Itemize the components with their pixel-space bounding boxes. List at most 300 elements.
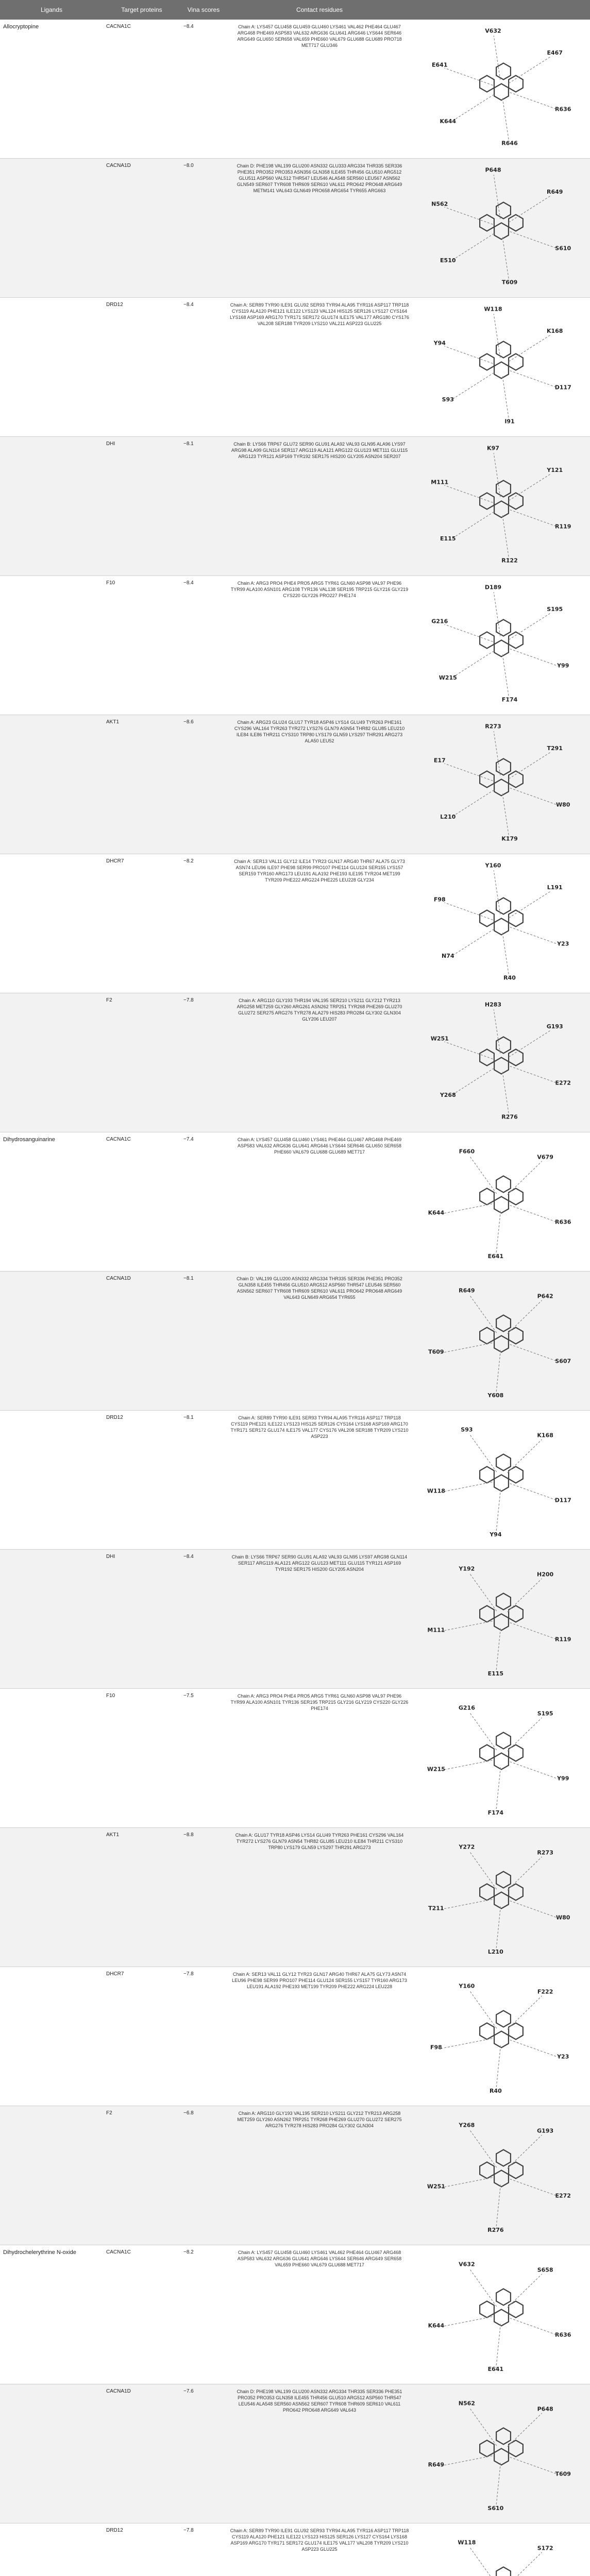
table-row (0, 1411, 590, 1550)
residue-label: G216 (431, 618, 448, 625)
ligand-ring (509, 1328, 523, 1344)
ligand-ring (509, 493, 523, 510)
interaction-line (509, 752, 550, 779)
header-target-proteins: Target proteins (121, 6, 162, 13)
ligand-ring (494, 84, 509, 100)
interaction-line (510, 2458, 558, 2475)
ligand-ring (480, 1467, 494, 1483)
interaction-line (494, 870, 500, 914)
interaction-line (452, 1068, 494, 1095)
table-row (0, 2523, 590, 2576)
target-protein: F2 (106, 2110, 112, 2116)
target-protein: DHI (106, 1554, 115, 1560)
residue-label: V632 (484, 27, 501, 35)
residue-label: T211 (428, 1905, 444, 1912)
interaction-line (469, 2547, 497, 2576)
interaction-diagram (412, 1272, 590, 1410)
ligand-ring (480, 215, 494, 231)
table-row (0, 2245, 590, 2384)
table-row (0, 1132, 590, 1272)
interaction-line (502, 237, 509, 281)
interaction-diagram (412, 2384, 590, 2523)
interaction-line (494, 592, 500, 636)
interaction-line (441, 2039, 492, 2048)
ligand-ring (509, 76, 523, 92)
target-protein: DHCR7 (106, 1971, 124, 1977)
interaction-line (494, 36, 500, 79)
ligand-name (0, 298, 103, 436)
residue-label: W118 (427, 1487, 445, 1495)
ligand-name: Allocryptopine (3, 24, 39, 30)
residue-label: E272 (554, 2192, 571, 2199)
interaction-diagram-svg (416, 164, 586, 292)
ligand-name: Dihydrochelerythrine N-oxide (3, 2249, 76, 2256)
residue-label: M111 (427, 1626, 445, 1634)
residue-label: G216 (458, 1704, 475, 1711)
ligand-ring (496, 2567, 511, 2576)
interaction-diagram-svg (416, 2389, 586, 2518)
vina-score: −8.4 (183, 302, 194, 308)
ligand-ring (496, 1594, 511, 1610)
ligand-ring (496, 342, 511, 358)
interaction-diagram (412, 854, 590, 993)
contact-residues-text: Chain A: GLU17 TYR18 ASP46 LYS14 GLU49 TYR263 PHE161 CYS296 VAL164 TYR272 LYS276 GLN79 ASN54 THR82 GLU85 LEU210 ILE84 THR211 CYS310 TRP80 LYS179 GLN59 LYS297 THR291 ARG273 (235, 1833, 404, 1850)
ligand-ring (509, 2301, 523, 2318)
vina-score: −8.4 (183, 24, 194, 29)
interaction-diagram-svg (416, 1416, 586, 1544)
ligand-name (0, 2523, 103, 2576)
residue-label: W251 (427, 2183, 445, 2190)
interaction-line (496, 2463, 500, 2507)
residue-label: R636 (554, 2331, 571, 2338)
interaction-line (469, 1573, 497, 1611)
table-body (0, 20, 590, 2576)
ligand-ring (480, 1606, 494, 1622)
residue-label: F174 (501, 696, 517, 703)
interaction-line (510, 510, 558, 527)
residue-label: W215 (439, 674, 457, 681)
ligand-ring (496, 1733, 511, 1749)
residue-label: E510 (440, 257, 456, 264)
residue-label: K168 (546, 328, 563, 335)
contact-residues-text: Chain D: VAL199 GLU200 ASN332 ARG334 THR335 SER336 PHE351 PRO352 GLN358 ILE455 THR456 GLU510 ARG512 ASP560 THR547 LEU546 SER560 ASN562 SER607 TYR608 THR609 SER610 VAL611 PRO642 PRO648 ARG649 VAL643 GLN649 ARG654 TYR655 (237, 1276, 402, 1300)
ligand-name (0, 1828, 103, 1967)
residue-label: V679 (536, 1154, 553, 1161)
ligand-name (0, 2384, 103, 2523)
ligand-ring (494, 2171, 509, 2187)
target-protein: CACNA1D (106, 163, 131, 168)
residue-label: E641 (431, 61, 448, 69)
vina-score: −7.8 (183, 1971, 194, 1977)
ligand-ring (494, 1197, 509, 1213)
ligand-name: Dihydrosanguinarine (3, 1137, 55, 1143)
ligand-name (0, 715, 103, 854)
vina-score: −7.5 (183, 1693, 194, 1699)
ligand-ring (480, 1745, 494, 1761)
vina-score: −8.2 (183, 2249, 194, 2255)
interaction-line (494, 314, 500, 358)
residue-label: P648 (484, 166, 501, 174)
interaction-line (494, 731, 500, 775)
target-protein: DRD12 (106, 2528, 123, 2533)
interaction-line (510, 2318, 558, 2335)
interaction-line (510, 1206, 558, 1223)
interaction-line (441, 2317, 492, 2327)
table-row (0, 1689, 590, 1828)
residue-label: V632 (458, 2261, 475, 2268)
residue-label: I91 (504, 418, 515, 425)
interaction-diagram (412, 1411, 590, 1549)
residue-label: R40 (489, 2088, 502, 2095)
ligand-name (0, 159, 103, 297)
residue-label: T609 (501, 279, 517, 286)
ligand-ring (494, 1614, 509, 1631)
ligand-name (0, 2106, 103, 2245)
ligand-ring (509, 771, 523, 788)
interaction-line (502, 98, 509, 142)
ligand-ring (496, 759, 511, 775)
interaction-line (510, 1762, 558, 1779)
ligand-ring (480, 2301, 494, 2318)
residue-label: E272 (554, 1079, 571, 1087)
ligand-ring (480, 1189, 494, 1205)
contact-residues-text: Chain A: SER13 VAL11 GLY12 ILE14 TYR23 GLN17 ARG40 THR67 ALA75 GLY73 ASN74 LEU96 ILE97 PHE98 SER99 PRO107 PHE114 GLU124 SER155 LYS157 SER159 TYR160 ARG173 LEU191 ALA192 PHE193 ILE195 TYR204 MET199 TYR209 PHE222 ARG224 PHE225 LEU228 GLY234 (234, 859, 405, 883)
ligand-ring (494, 2310, 509, 2326)
residue-label: H283 (484, 1001, 501, 1008)
interaction-line (441, 1900, 492, 1909)
interaction-diagram-svg (416, 2529, 586, 2576)
vina-score: −7.8 (183, 2528, 194, 2533)
residue-label: T609 (428, 1348, 444, 1355)
interaction-diagram (412, 1828, 590, 1967)
ligand-ring (494, 1753, 509, 1770)
interaction-diagram-svg (416, 2250, 586, 2379)
interaction-line (496, 1489, 500, 1533)
interaction-diagram-svg (416, 1277, 586, 1405)
residue-label: R273 (536, 1849, 553, 1856)
ligand-ring (496, 481, 511, 497)
interaction-line (510, 788, 558, 805)
interaction-line (469, 2268, 497, 2307)
ligand-name (0, 1272, 103, 1410)
interaction-line (441, 1482, 492, 1492)
interaction-diagram-svg (416, 1972, 586, 2100)
interaction-line (510, 1345, 558, 1362)
residue-label: E17 (433, 757, 446, 764)
interaction-line (496, 1211, 500, 1255)
residue-label: L191 (547, 884, 563, 891)
residue-label: R636 (554, 106, 571, 113)
interaction-line (509, 335, 550, 362)
interaction-line (441, 2456, 492, 2466)
table-row (0, 2106, 590, 2245)
contact-residues-text: Chain A: ARG110 GLY193 THR194 VAL195 SER210 LYS211 GLY212 TYR213 ARG258 MET259 GLY260 ARG261 ASN262 TRP251 TYR268 PHE269 GLU270 GLU272 SER275 ARG276 TYR278 ALA279 HIS283 PRO284 GLY302 GLN304 GLY206 LEU207 (237, 998, 402, 1022)
interaction-diagram-svg (416, 581, 586, 709)
residue-label: W118 (483, 306, 502, 313)
vina-score: −7.6 (183, 2388, 194, 2394)
residue-label: W118 (457, 2539, 476, 2546)
interaction-line (496, 1767, 500, 1811)
interaction-line (452, 94, 494, 121)
table-row (0, 1828, 590, 1967)
residue-label: S610 (487, 2505, 503, 2512)
ligand-ring (480, 2023, 494, 2040)
ligand-ring (480, 771, 494, 788)
target-protein: F2 (106, 997, 112, 1003)
residue-label: F98 (433, 896, 446, 903)
table-row (0, 298, 590, 437)
ligand-ring (496, 1454, 511, 1471)
interaction-diagram (412, 20, 590, 158)
residue-label: R649 (458, 1287, 475, 1294)
contact-residues-text: Chain A: SER13 VAL11 GLY12 TYR23 GLN17 ARG40 THR67 ALA75 GLY73 ASN74 LEU96 PHE98 SER99 PRO107 PHE114 GLU124 SER155 LYS157 TYR160 ARG173 LEU191 ALA192 PHE193 MET199 TYR209 PHE222 ARG224 LEU228 (232, 1972, 407, 1989)
residue-label: E641 (487, 2366, 503, 2373)
vina-score: −7.4 (183, 1137, 194, 1142)
ligand-ring (480, 2441, 494, 2457)
interaction-line (452, 651, 494, 677)
ligand-ring (496, 1872, 511, 1888)
ligand-name (0, 854, 103, 993)
table-row (0, 1550, 590, 1689)
interaction-line (496, 2324, 500, 2368)
residue-label: D117 (554, 1497, 571, 1504)
contact-residues-text: Chain A: LYS457 GLU458 GLU459 GLU460 LYS461 VAL462 PHE464 GLU467 ARG468 PHE469 ASP583 VAL632 ARG636 GLU641 ARG646 LYS644 SER646 ARG649 GLU650 SER658 VAL659 PHE660 VAL679 GLU688 GLU689 PRO718 MET717 GLU346 (237, 24, 402, 48)
table-row (0, 159, 590, 298)
vina-score: −8.1 (183, 1276, 194, 1281)
interaction-line (494, 453, 500, 497)
interaction-line (510, 1901, 558, 1918)
residue-label: K644 (428, 2322, 444, 2329)
interaction-line (510, 2040, 558, 2057)
ligand-ring (494, 1058, 509, 1074)
residue-label: E115 (487, 1670, 503, 1677)
ligand-ring (480, 1884, 494, 1901)
ligand-ring (496, 620, 511, 636)
interaction-line (496, 1628, 500, 1672)
table-row (0, 576, 590, 715)
ligand-ring (480, 2162, 494, 2179)
ligand-name (0, 1967, 103, 2106)
table-row (0, 1967, 590, 2106)
contact-residues-text: Chain A: LYS457 GLU458 GLU460 LYS461 PHE464 GLU467 ARG468 PHE469 ASP583 VAL632 ARG636 GLU641 ARG646 LYS644 SER646 GLU650 SER658 PHE660 VAL679 GLU688 GLU689 MET717 (237, 1137, 402, 1155)
ligand-ring (494, 640, 509, 657)
ligand-ring (494, 1475, 509, 1492)
ligand-ring (494, 362, 509, 379)
residue-label: H200 (536, 1571, 553, 1578)
residue-label: Y23 (557, 940, 569, 947)
vina-score: −8.4 (183, 580, 194, 586)
vina-score: −6.8 (183, 2110, 194, 2116)
ligand-name (0, 993, 103, 1132)
interaction-line (469, 1156, 497, 1194)
residue-label: S610 (554, 245, 571, 252)
contact-residues-text: Chain B: LYS66 TRP67 GLU72 SER90 GLU91 ALA92 VAL93 GLN95 ALA96 LYS97 ARG98 ALA99 GLN114 SER117 ARG119 ALA121 ARG122 GLU123 MET111 GLU115 ARG123 TYR121 ASP169 TYR192 SER175 HIS200 GLY205 ASN204 SER207 (231, 442, 408, 459)
residue-label: K97 (486, 445, 499, 452)
ligand-ring (509, 632, 523, 649)
interaction-line (502, 376, 509, 420)
interaction-diagram-svg (416, 2111, 586, 2240)
residue-label: G193 (546, 1023, 563, 1030)
residue-label: R649 (428, 2461, 444, 2468)
contact-residues-text: Chain D: PHE198 VAL199 GLU200 ASN332 GLU333 ARG334 THR335 SER336 PHE351 PRO352 PRO353 ASN356 GLN358 ILE455 THR456 GLU510 ARG512 GLU511 ASP560 VAL512 THR547 LEU546 ALA548 SER560 LEU567 ASN562 GLN549 SER607 TYR608 THR609 SER610 VAL611 PRO642 PRO648 ARG649 METM141 VAL643 GLN649 PRO658 ARG654 TYR655 ARG663 (237, 163, 402, 193)
ligand-ring (509, 215, 523, 231)
target-protein: DRD12 (106, 1415, 123, 1420)
interaction-line (510, 1066, 558, 1083)
target-protein: AKT1 (106, 719, 120, 725)
interaction-diagram (412, 1132, 590, 1271)
table-row (0, 993, 590, 1132)
residue-label: W215 (427, 1766, 445, 1773)
ligand-ring (480, 910, 494, 927)
interaction-line (510, 93, 558, 110)
interaction-diagram-svg (416, 1138, 586, 1266)
ligand-ring (509, 910, 523, 927)
target-protein: CACNA1D (106, 1276, 131, 1281)
vina-score: −8.2 (183, 858, 194, 864)
interaction-line (494, 1009, 500, 1053)
interaction-line (441, 2178, 492, 2188)
residue-label: K168 (536, 1432, 553, 1439)
target-protein: CACNA1C (106, 2249, 131, 2255)
interaction-line (452, 929, 494, 956)
interaction-diagram (412, 2523, 590, 2576)
ligand-ring (496, 63, 511, 80)
table-row (0, 854, 590, 993)
target-protein: AKT1 (106, 1832, 120, 1838)
residue-label: N74 (441, 952, 454, 959)
interaction-line (509, 196, 550, 223)
interaction-diagram (412, 1967, 590, 2106)
ligand-ring (480, 632, 494, 649)
residue-label: Y94 (433, 340, 446, 347)
ligand-ring (496, 1176, 511, 1193)
ligand-ring (494, 919, 509, 935)
ligand-ring (496, 2428, 511, 2445)
contact-residues-text: Chain B: LYS66 TRP67 SER90 GLU91 ALA92 VAL93 GLN95 LYS97 ARG98 GLN114 SER117 ARG119 ALA121 ARG122 GLU123 MET111 GLU115 TYR121 ASP169 TYR192 SER175 HIS200 GLY205 ASN204 (231, 1554, 408, 1572)
interaction-line (452, 372, 494, 399)
residue-label: Y160 (458, 1982, 475, 1990)
residue-label: S658 (537, 2266, 553, 2274)
interaction-diagram-svg (416, 25, 586, 153)
interaction-line (469, 1295, 497, 1333)
residue-label: R276 (487, 2227, 504, 2234)
ligand-ring (509, 1884, 523, 1901)
interaction-line (502, 515, 509, 559)
target-protein: DHI (106, 441, 115, 447)
target-protein: CACNA1D (106, 2388, 131, 2394)
interaction-line (441, 1343, 492, 1353)
interaction-line (509, 613, 550, 640)
interaction-diagram (412, 993, 590, 1132)
residue-label: P648 (537, 2405, 553, 2413)
residue-label: R273 (484, 723, 501, 730)
table-row (0, 1272, 590, 1411)
interaction-line (494, 175, 500, 218)
target-protein: F10 (106, 1693, 115, 1699)
target-protein: F10 (106, 580, 115, 586)
ligand-ring (494, 2031, 509, 2048)
residue-label: R646 (501, 140, 518, 147)
interaction-line (507, 2552, 542, 2576)
interaction-line (502, 793, 509, 837)
contact-residues-text: Chain A: ARG3 PRO4 PHE4 PRO5 ARG5 TYR61 GLN60 ASP98 VAL97 PHE96 TYR99 ALA100 ASN101 ARG108 TYR136 VAL138 SER195 TRP215 GLY216 GLY219 CYS220 GLY226 PRO227 PHE174 (230, 581, 409, 598)
interaction-line (502, 1072, 509, 1115)
residue-label: E115 (440, 535, 456, 542)
vina-score: −8.0 (183, 163, 194, 168)
contact-residues-text: Chain A: ARG3 PRO4 PHE4 PRO5 ARG5 TYR61 GLN60 ASP98 VAL97 PHE96 TYR99 ALA100 ASN101 TYR136 SER195 TRP215 GLY216 GLY219 CYS220 GLY226 PHE174 (230, 1693, 409, 1711)
vina-score: −8.8 (183, 1832, 194, 1838)
interaction-line (452, 790, 494, 817)
residue-label: E467 (546, 49, 563, 57)
interaction-line (469, 2129, 497, 2167)
ligand-ring (496, 2150, 511, 2166)
ligand-name (0, 1411, 103, 1549)
residue-label: R40 (503, 974, 516, 981)
ligand-ring (480, 1049, 494, 1066)
residue-label: R119 (554, 1636, 571, 1643)
vina-score: −8.4 (183, 1554, 194, 1560)
ligand-ring (509, 1189, 523, 1205)
ligand-ring (496, 2011, 511, 2027)
residue-label: T609 (555, 2470, 571, 2478)
interaction-line (502, 933, 509, 976)
residue-label: S93 (460, 1426, 473, 1433)
residue-label: D117 (554, 384, 571, 391)
ligand-ring (494, 223, 509, 240)
table-row (0, 437, 590, 576)
residue-label: S93 (442, 396, 454, 403)
interaction-diagram (412, 437, 590, 575)
interaction-line (469, 2408, 497, 2446)
contact-residues-text: Chain A: SER89 TYR90 ILE91 SER93 TYR94 ALA95 TYR116 ASP117 TRP118 CYS119 PHE121 ILE122 LYS123 HIS125 SER126 CYS164 LYS168 ASP169 ARG170 TYR171 SER172 GLU174 ILE175 VAL177 CYS176 VAL208 SER188 TYR209 LYS210 ASP223 (230, 1415, 409, 1439)
ligand-ring (509, 2441, 523, 2457)
interaction-line (510, 1484, 558, 1501)
residue-label: G193 (536, 2127, 553, 2134)
residue-label: E641 (487, 1253, 503, 1260)
residue-label: D189 (484, 584, 501, 591)
ligand-ring (494, 2449, 509, 2465)
ligand-ring (509, 1745, 523, 1761)
interaction-line (469, 1434, 497, 1472)
residue-label: Y23 (557, 2053, 569, 2060)
ligand-ring (480, 354, 494, 370)
vina-score: −7.8 (183, 997, 194, 1003)
residue-label: Y608 (487, 1392, 503, 1399)
header-contact-residues: Contact residues (296, 6, 343, 13)
interaction-line (510, 1623, 558, 1640)
residue-label: Y192 (458, 1565, 475, 1572)
interaction-line (496, 2045, 500, 2090)
vina-score: −8.6 (183, 719, 194, 725)
interaction-diagram (412, 576, 590, 715)
residue-label: K644 (428, 1209, 444, 1216)
interaction-line (509, 474, 550, 501)
interaction-diagram (412, 2106, 590, 2245)
ligand-ring (480, 1328, 494, 1344)
interaction-line (441, 1760, 492, 1770)
vina-score: −8.1 (183, 1415, 194, 1420)
residue-label: W251 (430, 1035, 449, 1042)
residue-label: M111 (430, 479, 448, 486)
residue-label: S195 (546, 606, 563, 613)
residue-label: Y268 (440, 1091, 456, 1098)
interaction-line (469, 1990, 497, 2028)
residue-label: K644 (440, 117, 456, 125)
interaction-diagram-svg (416, 859, 586, 988)
interaction-line (496, 2184, 500, 2229)
interaction-diagram (412, 159, 590, 297)
interaction-diagram-svg (416, 1694, 586, 1822)
